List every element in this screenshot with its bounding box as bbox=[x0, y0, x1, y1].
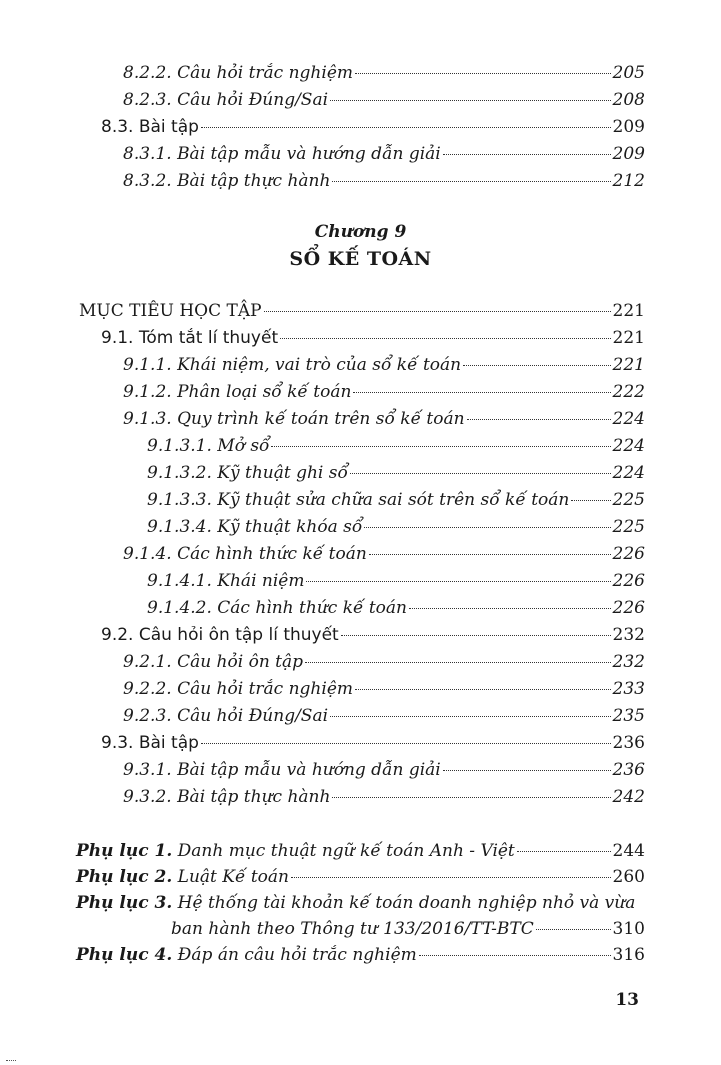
toc-label: 8.2.2. Câu hỏi trắc nghiệm bbox=[123, 63, 353, 83]
toc-entry-9-1-4-1[interactable] bbox=[147, 570, 645, 592]
dot-leader bbox=[369, 554, 611, 555]
appendix-text: Đáp án câu hỏi trắc nghiệm bbox=[177, 945, 417, 965]
toc-entry-9-1-4-2[interactable] bbox=[147, 597, 645, 619]
toc-page: 205 bbox=[612, 63, 645, 83]
appendix-3-continuation[interactable] bbox=[171, 918, 645, 940]
dot-leader bbox=[332, 181, 610, 182]
toc-page: 236 bbox=[612, 760, 645, 780]
dot-leader bbox=[355, 73, 611, 74]
toc-entry-9-1-3-1[interactable] bbox=[147, 435, 645, 457]
toc-label: 8.3.2. Bài tập thực hành bbox=[123, 171, 331, 191]
toc-label: 9.3.2. Bài tập thực hành bbox=[123, 787, 331, 807]
dot-leader bbox=[341, 635, 611, 636]
appendix-1[interactable] bbox=[76, 840, 645, 862]
toc-page: 221 bbox=[612, 328, 645, 348]
toc-page: 232 bbox=[612, 652, 645, 672]
dot-leader bbox=[409, 608, 611, 609]
appendix-key: Phụ lục 3. bbox=[76, 893, 173, 913]
appendix-page: 260 bbox=[612, 867, 645, 887]
dot-leader bbox=[355, 689, 611, 690]
dot-leader bbox=[517, 851, 611, 852]
dot-leader bbox=[353, 392, 610, 393]
toc-label: 9.3.1. Bài tập mẫu và hướng dẫn giải bbox=[123, 760, 441, 780]
toc-label: MỤC TIÊU HỌC TẬP bbox=[79, 301, 262, 321]
toc-label: 9.2.2. Câu hỏi trắc nghiệm bbox=[123, 679, 353, 699]
toc-page: 224 bbox=[612, 463, 645, 483]
dot-leader bbox=[264, 311, 611, 312]
appendix-3[interactable] bbox=[76, 892, 645, 914]
toc-entry-8-3-1[interactable] bbox=[123, 143, 645, 165]
toc-page: 221 bbox=[612, 355, 645, 375]
appendix-page: 310 bbox=[612, 919, 645, 939]
appendix-text: Hệ thống tài khoản kế toán doanh nghiệp nhỏ và vừa bbox=[177, 893, 636, 913]
appendix-4[interactable] bbox=[76, 944, 645, 966]
dot-leader bbox=[330, 716, 611, 717]
toc-page: 225 bbox=[612, 517, 645, 537]
dot-leader bbox=[306, 581, 610, 582]
toc-entry-9-2-3[interactable] bbox=[123, 705, 645, 727]
toc-label: 9.1.2. Phân loại sổ kế toán bbox=[123, 382, 352, 402]
toc-page: 226 bbox=[612, 571, 645, 591]
toc-label: 9.2.3. Câu hỏi Đúng/Sai bbox=[123, 706, 329, 726]
toc-entry-objectives[interactable] bbox=[79, 300, 645, 322]
dot-leader bbox=[271, 446, 610, 447]
toc-label: 8.3. Bài tập bbox=[101, 117, 199, 137]
toc-label: 9.1. Tóm tắt lí thuyết bbox=[101, 328, 279, 348]
appendix-2[interactable] bbox=[76, 866, 645, 888]
toc-page: 236 bbox=[612, 733, 645, 753]
toc-entry-9-1-3-4[interactable] bbox=[147, 516, 645, 538]
toc-page: 232 bbox=[612, 625, 645, 645]
toc-page: 212 bbox=[612, 171, 645, 191]
dot-leader bbox=[463, 365, 610, 366]
appendix-text-continuation: ban hành theo Thông tư 133/2016/TT-BTC bbox=[171, 919, 534, 939]
toc-entry-9-1[interactable] bbox=[101, 327, 645, 349]
toc-entry-9-1-3-3[interactable] bbox=[147, 489, 645, 511]
toc-entry-9-3[interactable] bbox=[101, 732, 645, 754]
toc-entry-9-1-3-2[interactable] bbox=[147, 462, 645, 484]
toc-label: 9.1.4. Các hình thức kế toán bbox=[123, 544, 367, 564]
toc-page: 225 bbox=[612, 490, 645, 510]
dot-leader bbox=[419, 955, 611, 956]
chapter-number: Chương 9 bbox=[314, 222, 407, 242]
dot-leader bbox=[332, 797, 610, 798]
dot-leader bbox=[536, 929, 611, 930]
toc-label: 9.1.3.1. Mở sổ bbox=[147, 436, 270, 456]
toc-entry-9-1-1[interactable] bbox=[123, 354, 645, 376]
toc-label: 9.1.3. Quy trình kế toán trên sổ kế toán bbox=[123, 409, 465, 429]
appendix-page: 244 bbox=[612, 841, 645, 861]
toc-page: 208 bbox=[612, 90, 645, 110]
toc-page: 233 bbox=[612, 679, 645, 699]
dot-leader bbox=[350, 473, 611, 474]
toc-page: 224 bbox=[612, 409, 645, 429]
toc-entry-8-3[interactable] bbox=[101, 116, 645, 138]
scan-edge-mark bbox=[6, 1060, 16, 1061]
toc-entry-8-2-3[interactable] bbox=[123, 89, 645, 111]
dot-leader bbox=[201, 127, 611, 128]
toc-label: 9.1.3.3. Kỹ thuật sửa chữa sai sót trên sổ kế toán bbox=[147, 490, 570, 510]
dot-leader bbox=[330, 100, 611, 101]
toc-entry-9-2-1[interactable] bbox=[123, 651, 645, 673]
toc-page: 224 bbox=[612, 436, 645, 456]
page-number: 13 bbox=[615, 990, 639, 1010]
dot-leader bbox=[291, 877, 611, 878]
toc-entry-9-3-2[interactable] bbox=[123, 786, 645, 808]
toc-page: 209 bbox=[612, 117, 645, 137]
toc-label: 9.1.3.2. Kỹ thuật ghi sổ bbox=[147, 463, 348, 483]
appendix-key: Phụ lục 2. bbox=[76, 867, 173, 887]
toc-label: 9.2.1. Câu hỏi ôn tập bbox=[123, 652, 304, 672]
toc-label: 9.1.1. Khái niệm, vai trò của sổ kế toán bbox=[123, 355, 462, 375]
dot-leader bbox=[443, 154, 611, 155]
dot-leader bbox=[443, 770, 611, 771]
toc-page: 235 bbox=[612, 706, 645, 726]
appendix-page: 316 bbox=[612, 945, 645, 965]
appendix-key: Phụ lục 1. bbox=[76, 841, 173, 861]
dot-leader bbox=[364, 527, 610, 528]
appendix-text: Danh mục thuật ngữ kế toán Anh - Việt bbox=[177, 841, 515, 861]
appendix-text: Luật Kế toán bbox=[177, 867, 289, 887]
toc-label: 8.2.3. Câu hỏi Đúng/Sai bbox=[123, 90, 329, 110]
toc-entry-8-3-2[interactable] bbox=[123, 170, 645, 192]
toc-entry-9-1-4[interactable] bbox=[123, 543, 645, 565]
dot-leader bbox=[201, 743, 611, 744]
toc-entry-9-2[interactable] bbox=[101, 624, 645, 646]
dot-leader bbox=[571, 500, 610, 501]
toc-label: 9.2. Câu hỏi ôn tập lí thuyết bbox=[101, 625, 339, 645]
toc-label: 9.1.4.2. Các hình thức kế toán bbox=[147, 598, 408, 618]
dot-leader bbox=[305, 662, 611, 663]
toc-label: 9.1.4.1. Khái niệm bbox=[147, 571, 305, 591]
dot-leader bbox=[280, 338, 610, 339]
toc-label: 9.1.3.4. Kỹ thuật khóa sổ bbox=[147, 517, 363, 537]
toc-page: 221 bbox=[612, 301, 645, 321]
toc-entry-9-1-2[interactable] bbox=[123, 381, 645, 403]
toc-entry-9-3-1[interactable] bbox=[123, 759, 645, 781]
appendix-key: Phụ lục 4. bbox=[76, 945, 173, 965]
chapter-title: SỔ KẾ TOÁN bbox=[289, 248, 432, 270]
toc-page: 222 bbox=[612, 382, 645, 402]
toc-page: 226 bbox=[612, 598, 645, 618]
toc-page: 226 bbox=[612, 544, 645, 564]
toc-entry-9-2-2[interactable] bbox=[123, 678, 645, 700]
toc-label: 9.3. Bài tập bbox=[101, 733, 199, 753]
toc-label: 8.3.1. Bài tập mẫu và hướng dẫn giải bbox=[123, 144, 441, 164]
toc-entry-9-1-3[interactable] bbox=[123, 408, 645, 430]
toc-page: 242 bbox=[612, 787, 645, 807]
toc-entry-8-2-2[interactable] bbox=[123, 62, 645, 84]
toc-page: 209 bbox=[612, 144, 645, 164]
dot-leader bbox=[467, 419, 611, 420]
